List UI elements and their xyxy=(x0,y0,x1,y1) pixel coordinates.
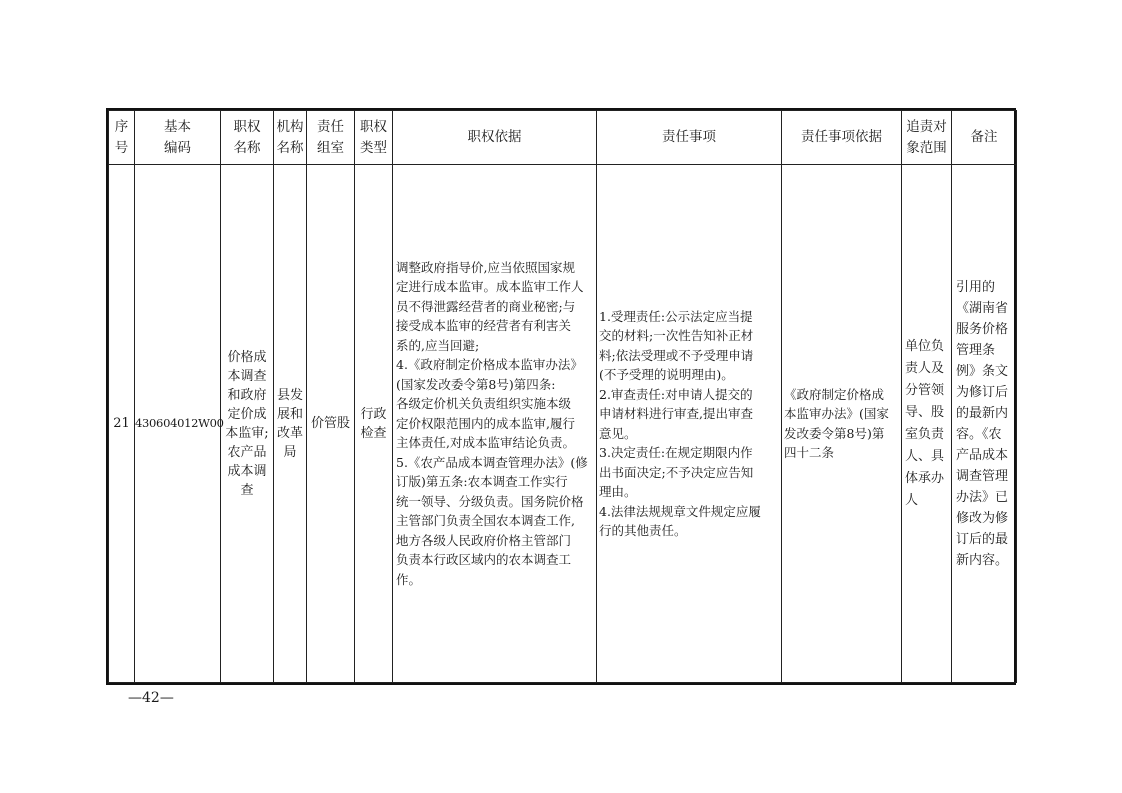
cell-name xyxy=(221,165,274,683)
header-name: 职权 名称 xyxy=(221,111,274,165)
name-line: 本监审; xyxy=(225,425,269,441)
org-line: 局 xyxy=(283,444,297,460)
scope-line: 体承办 xyxy=(905,470,945,486)
remark-line: 服务价格 xyxy=(956,321,1009,337)
duty-basis-line: 四十二条 xyxy=(784,445,835,460)
header-remark: 备注 xyxy=(952,111,1017,165)
header-org: 机构 名称 xyxy=(274,111,307,165)
cell-basis xyxy=(393,165,597,683)
name-line: 成本调 xyxy=(227,463,267,479)
cell-type xyxy=(355,165,393,683)
duty-line: 出书面决定;不予决定应告知 xyxy=(599,464,754,480)
remark-line: 新内容。 xyxy=(956,552,1009,568)
basis-line: 5.《农产品成本调查管理办法》(修 xyxy=(396,454,588,470)
basis-line: 系的,应当回避; xyxy=(396,337,480,353)
scope-line: 人 xyxy=(905,492,919,508)
type-line: 行政 xyxy=(360,406,387,422)
header-dept: 责任 组室 xyxy=(307,111,355,165)
duty-line: 料;依法受理或不予受理申请 xyxy=(599,347,754,363)
duty-basis-line: 《政府制定价格成 xyxy=(784,386,885,402)
basis-line: 定价权限范围内的成本监审,履行 xyxy=(396,415,575,431)
org-line: 展和 xyxy=(276,406,303,422)
responsibility-table xyxy=(108,110,1017,683)
scope-line: 导、股 xyxy=(905,404,945,420)
basis-line: 地方各级人民政府价格主管部门 xyxy=(396,532,572,548)
scope-line: 单位负 xyxy=(905,338,945,354)
basis-line: 主体责任,对成本监审结论负责。 xyxy=(396,435,575,451)
name-line: 定价成 xyxy=(227,406,267,422)
table-row xyxy=(109,165,1017,683)
duty-line: (不予受理的说明理由)。 xyxy=(599,367,734,382)
org-line: 改革 xyxy=(276,425,303,441)
scope-line: 分管领 xyxy=(905,382,945,398)
duty-line: 申请材料进行审查,提出审查 xyxy=(599,406,753,421)
basis-line: 作。 xyxy=(396,571,422,587)
org-line: 县发 xyxy=(276,387,303,403)
cell-dept: 价管股 xyxy=(307,165,355,683)
remark-line: 例》条文 xyxy=(956,363,1009,379)
basis-line: 接受成本监审的经营者有利害关 xyxy=(396,318,572,334)
remark-line: 产品成本 xyxy=(956,447,1009,463)
duty-line: 2.审查责任:对申请人提交的 xyxy=(599,386,753,402)
responsibility-table-frame xyxy=(106,108,1016,685)
remark-line: 《湖南省 xyxy=(956,300,1009,316)
duty-line: 意见。 xyxy=(599,425,637,441)
remark-line: 调查管理 xyxy=(956,468,1009,484)
header-code: 基本 编码 xyxy=(135,111,221,165)
name-line: 查 xyxy=(240,482,254,498)
duty-line: 行的其他责任。 xyxy=(599,523,687,538)
basis-line: 订版)第五条:农本调查工作实行 xyxy=(396,474,568,490)
name-line: 价格成 xyxy=(227,349,267,365)
duty-basis-line: 发改委令第8号)第 xyxy=(784,425,885,441)
duty-line: 交的材料;一次性告知补正材 xyxy=(599,328,754,343)
cell-scope xyxy=(902,165,952,683)
cell-duty xyxy=(597,165,782,683)
header-duty: 责任事项 xyxy=(597,111,782,165)
header-seq: 序 号 xyxy=(109,111,135,165)
remark-line: 引用的 xyxy=(956,279,996,295)
duty-line: 理由。 xyxy=(599,484,637,499)
header-type: 职权 类型 xyxy=(355,111,393,165)
header-basis: 职权依据 xyxy=(393,111,597,165)
remark-line: 办法》已 xyxy=(956,489,1009,505)
cell-org xyxy=(274,165,307,683)
duty-line: 3.决定责任:在规定期限内作 xyxy=(599,445,753,460)
scope-line: 责人及 xyxy=(905,360,945,376)
header-scope: 追责对 象范围 xyxy=(902,111,952,165)
scope-line: 人、具 xyxy=(905,448,945,464)
cell-duty-basis xyxy=(782,165,902,683)
name-line: 本调查 xyxy=(227,368,267,384)
basis-line: 负责本行政区域内的农本调查工 xyxy=(396,552,572,568)
name-line: 和政府 xyxy=(227,387,267,403)
basis-line: 员不得泄露经营者的商业秘密;与 xyxy=(396,298,576,314)
cell-code: 430604012W00 xyxy=(135,165,221,683)
remark-line: 为修订后 xyxy=(956,384,1009,400)
basis-line: 各级定价机关负责组织实施本级 xyxy=(396,396,572,412)
basis-line: 主管部门负责全国农本调查工作, xyxy=(396,513,575,529)
type-line: 检查 xyxy=(360,425,387,441)
remark-line: 订后的最 xyxy=(956,531,1009,547)
duty-line: 1.受理责任:公示法定应当提 xyxy=(599,308,753,324)
basis-line: 4.《政府制定价格成本监审办法》 xyxy=(396,357,583,373)
remark-line: 修改为修 xyxy=(956,510,1009,526)
name-line: 农产品 xyxy=(227,444,267,460)
basis-line: 调整政府指导价,应当依照国家规 xyxy=(396,259,575,275)
duty-line: 4.法律法规规章文件规定应履 xyxy=(599,503,761,519)
header-duty-basis: 责任事项依据 xyxy=(782,111,902,165)
page-number: —42— xyxy=(128,690,174,706)
basis-line: 统一领导、分级负责。国务院价格 xyxy=(396,493,584,509)
header-row xyxy=(109,111,1017,165)
cell-seq: 21 xyxy=(109,165,135,683)
remark-line: 容。《农 xyxy=(956,426,1002,442)
basis-line: (国家发改委令第8号)第四条: xyxy=(396,376,556,392)
remark-line: 管理条 xyxy=(956,342,996,358)
basis-line: 定进行成本监审。成本监审工作人 xyxy=(396,279,584,295)
remark-line: 的最新内 xyxy=(956,405,1009,421)
scope-line: 室负责 xyxy=(905,426,945,442)
duty-basis-line: 本监审办法》(国家 xyxy=(784,406,889,421)
cell-remark xyxy=(952,165,1017,683)
